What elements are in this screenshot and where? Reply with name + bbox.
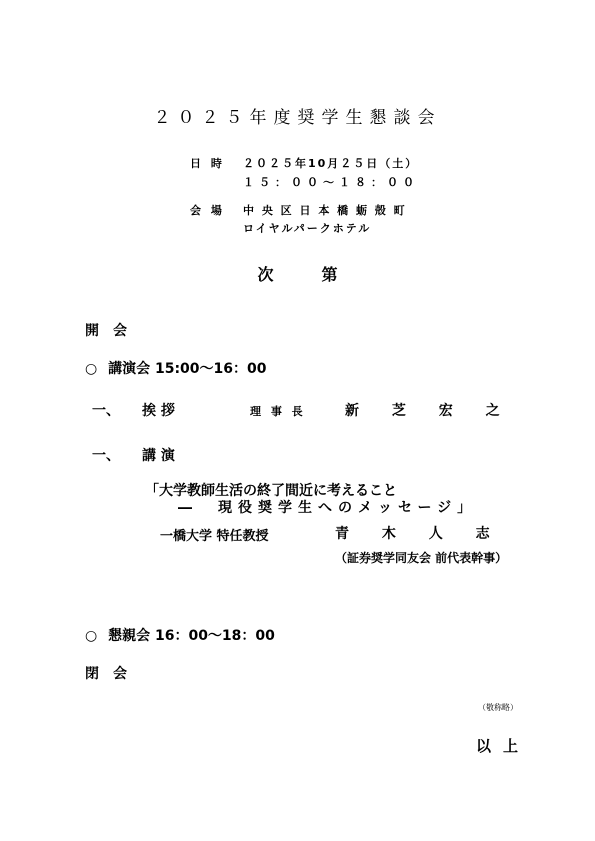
greeting-title: 挨 拶 [142,403,175,419]
speaker-name: 青 木 人 志 [335,526,504,542]
event-time: １５：００〜１８：００ [243,176,419,189]
end-mark: 以上 [476,737,531,755]
lecture-topic-line1: 「大学教師生活の終了間近に考えること [145,483,397,499]
lecture-topic-line2: ― 現役奨学生へのメッセージ」 [178,500,478,516]
honorific-note: （敬称略） [478,703,518,712]
circle-bullet-icon: ○ [85,628,98,644]
page-title: ２０２５年度奨学生懇談会 [153,108,442,128]
circle-bullet-icon: ○ [85,361,98,377]
speaker-note: （証券奨学同友会 前代表幹事） [335,551,508,565]
social-session-row [85,625,275,645]
lecture-number: 一、 [92,448,120,464]
lecture-session-row [85,358,267,378]
lecture-session-label: 講演会 15:00〜16：00 [108,361,267,377]
agenda-heading: 次第 [257,265,386,284]
venue-hotel: ロイヤルパークホテル [243,222,372,235]
social-session-label: 懇親会 16：00〜18：00 [108,628,275,644]
speaker-role: 一橋大学 特任教授 [160,529,269,544]
venue-address: 中 央 区 日 本 橋 蛎 殻 町 [243,204,407,217]
greeting-role: 理 事 長 [250,405,306,418]
greeting-name: 新 芝 宏 之 [345,403,514,419]
lecture-title: 講 演 [142,448,175,464]
venue-label: 会 場 [190,204,225,217]
datetime-label: 日 時 [190,157,225,170]
greeting-number: 一、 [92,403,120,419]
event-date: ２０２５年10月２５日（土） [243,157,419,170]
opening-item: 開 会 [85,323,127,339]
closing-item: 閉 会 [85,666,127,682]
